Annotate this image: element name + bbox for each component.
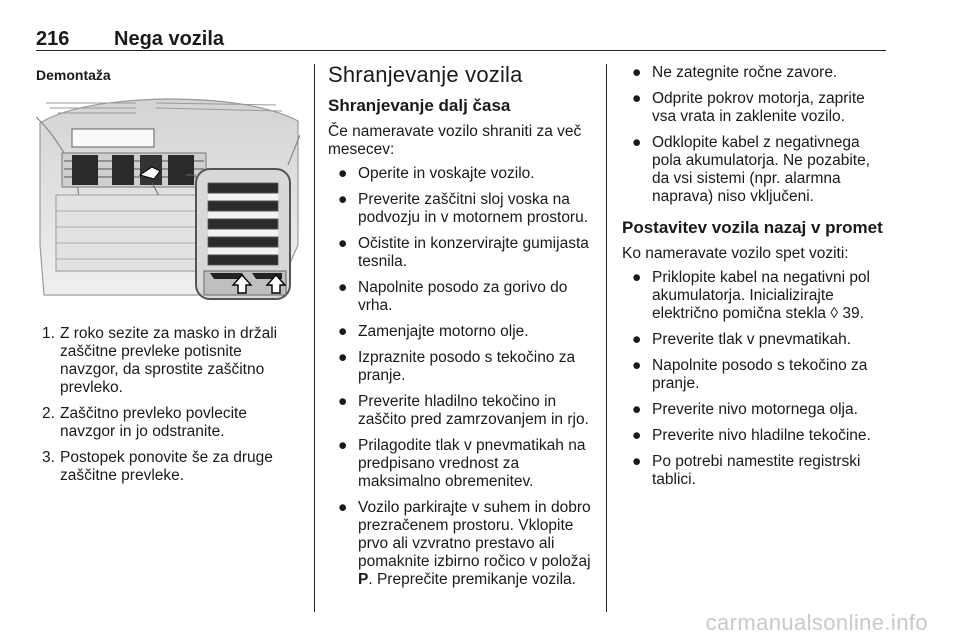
bullet-icon: ● <box>338 279 348 296</box>
list-item: ● Očistite in konzervirajte gumijasta tesnila. <box>338 235 589 270</box>
list-item: ● Priklopite kabel na negativni pol akumulatorja. Inicializirajte električno pomična stekla ◊ 39. <box>632 269 870 322</box>
bullet-icon: ● <box>632 331 642 348</box>
bullet-icon: ● <box>338 499 348 516</box>
list-item: ● Napolnite posodo s tekočino za pranje. <box>632 357 868 392</box>
section-heading-return-to-service: Postavitev vozila nazaj v promet <box>622 218 883 237</box>
column-divider <box>314 64 315 612</box>
section-heading-demontaza: Demontaža <box>36 67 111 83</box>
bullet-icon: ● <box>338 323 348 340</box>
bullet-icon: ● <box>632 64 642 81</box>
list-item: ● Izpraznite posodo s tekočino za pranje. <box>338 349 576 384</box>
bullet-icon: ● <box>338 349 348 366</box>
bullet-icon: ● <box>338 437 348 454</box>
bullet-icon: ● <box>632 401 642 418</box>
list-item: ● Po potrebi namestite registrski tablici. <box>632 453 861 488</box>
column-right <box>622 60 888 497</box>
list-item: ● Preverite nivo motornega olja. <box>632 401 858 418</box>
removal-steps <box>36 325 304 485</box>
bullet-icon: ● <box>338 191 348 208</box>
list-item: ● Operite in voskajte vozilo. <box>338 165 535 182</box>
page-reference[interactable]: 39. <box>842 305 864 322</box>
list-item: ● Odprite pokrov motorja, zaprite vsa vrata in zaklenite vozilo. <box>632 90 865 125</box>
subsection-title-long-storage: Shranjevanje dalj časa <box>328 96 511 115</box>
list-item: ● Zamenjajte motorno olje. <box>338 323 529 340</box>
bullet-icon: ● <box>632 357 642 374</box>
column-divider <box>606 64 607 612</box>
list-item: ● Prilagodite tlak v pnevmatikah na predpisano vrednost za maksimalno obremenitev. <box>338 437 586 490</box>
chapter-title: Nega vozila <box>114 28 225 50</box>
list-item: ● Napolnite posodo za gorivo do vrha. <box>338 279 568 314</box>
intro-text: Če nameravate vozilo shraniti za več mesecev: <box>328 123 582 158</box>
page-header <box>36 28 886 51</box>
list-item: ● Preverite tlak v pnevmatikah. <box>632 331 852 348</box>
bullet-icon: ● <box>632 134 642 151</box>
bullet-icon: ● <box>338 235 348 252</box>
storage-checklist <box>328 165 594 589</box>
list-item: ● Vozilo parkirajte v suhem in dobro prezračenem prostoru. Vklopite prvo ali vzvratno prestavo ali pomaknite izbirno ročico v položaj P. Preprečite premikanje vozila. <box>338 499 591 588</box>
bullet-icon: ● <box>632 427 642 444</box>
list-item: ● Odklopite kabel z negativnega pola akumulatorja. Ne pozabite, da vsi sistemi (npr. alarmna naprava) niso vključeni. <box>632 134 870 205</box>
list-item: ● Preverite zaščitni sloj voska na podvozju in v motornem prostoru. <box>338 191 589 226</box>
bullet-icon: ● <box>632 269 642 286</box>
column-middle <box>328 60 594 597</box>
list-item: 1. Z roko sezite za masko in držali zaščitne prevleke potisnite navzgor, da sprostite zaščitno prevleko. <box>42 325 278 396</box>
gear-position-p: P <box>358 571 369 588</box>
page-number: 216 <box>36 28 70 50</box>
bullet-icon: ● <box>338 393 348 410</box>
list-item: ● Preverite nivo hladilne tekočine. <box>632 427 871 444</box>
intro-text: Ko nameravate vozilo spet voziti: <box>622 245 849 262</box>
bumper-cover-illustration <box>36 95 300 305</box>
storage-checklist-continued <box>622 64 888 206</box>
list-item: ● Ne zategnite ročne zavore. <box>632 64 838 81</box>
watermark: carmanualsonline.info <box>705 610 928 635</box>
column-left <box>36 60 304 493</box>
page-reference-icon: ◊ <box>830 305 839 322</box>
list-item: 2. Zaščitno prevleko povlecite navzgor in jo odstranite. <box>42 405 247 440</box>
bullet-icon: ● <box>338 165 348 182</box>
bullet-icon: ● <box>632 90 642 107</box>
return-checklist <box>622 269 888 489</box>
list-item: 3. Postopek ponovite še za druge zaščitne prevleke. <box>42 449 273 484</box>
bullet-icon: ● <box>632 453 642 470</box>
list-item: ● Preverite hladilno tekočino in zaščito pred zamrzovanjem in rjo. <box>338 393 589 428</box>
section-title-storage: Shranjevanje vozila <box>328 62 523 87</box>
